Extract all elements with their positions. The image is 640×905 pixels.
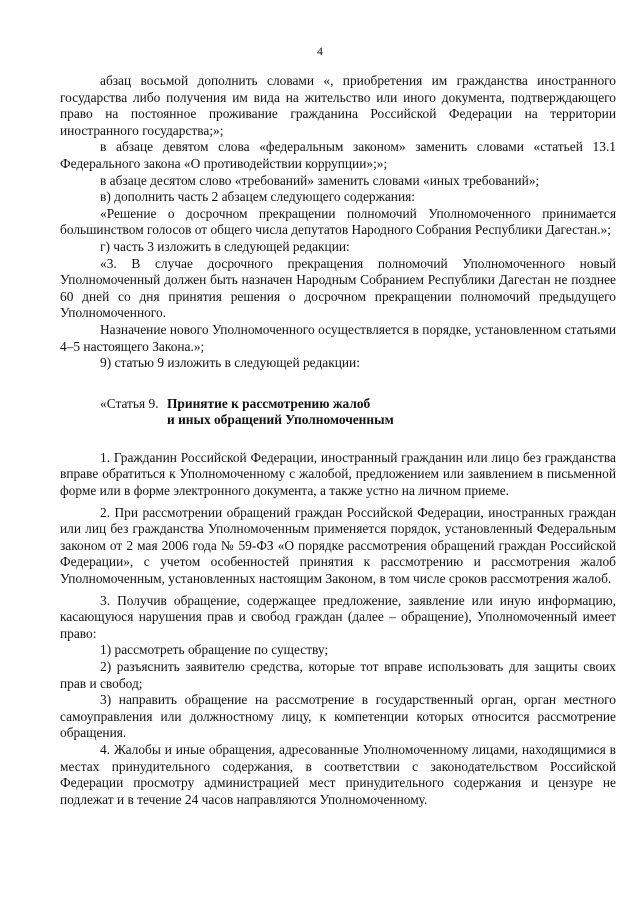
paragraph: 9) статью 9 изложить в следующей редакции: (100, 355, 360, 371)
paragraph: в) дополнить часть 2 абзацем следующего содержания: (100, 189, 416, 205)
article-list-item: 1) рассмотреть обращение по существу; (100, 642, 329, 658)
page-number: 4 (317, 46, 323, 58)
article-paragraph: 1. Гражданин Российской Федерации, иностранный гражданин или лицо без гражданства вправе обратиться к Уполномоченному с жалобой, предложением или заявлением в письменной форме или в форме электронного документа, а также устно на личном приеме. (60, 449, 616, 499)
article-list-item: 3) направить обращение на рассмотрение в государственный орган, орган местного самоуправления или должностному лицу, к компетенции которых относится рассмотрение обращения. (60, 692, 616, 741)
paragraph: «3. В случае досрочного прекращения полномочий Уполномоченного новый Уполномоченный должен быть назначен Народным Собранием Республики Дагестан не позднее 60 дней со дня принятия решения о досрочном прекращении полномочий предыдущего Уполномоченного. (60, 255, 616, 321)
article-list-item: 2) разъяснить заявителю средства, которые тот вправе использовать для защиты своих прав и свобод; (60, 659, 616, 691)
paragraph: абзац восьмой дополнить словами «, приобретения им гражданства иностранного государства либо получения им вида на жительство или иного документа, подтверждающего право на постоянное проживание гражданина Российской Федерации на территории иностранного государства;»; (60, 73, 616, 138)
article-title-line2: и иных обращений Уполномоченным (167, 412, 394, 428)
paragraph: в абзаце десятом слово «требований» заменить словами «иных требований»; (100, 172, 540, 188)
article-paragraph: 3. Получив обращение, содержащее предложение, заявление или иную информацию, касающуюся нарушения прав и свобод граждан (далее – обращение), Уполномоченный имеет право: (60, 592, 616, 641)
article-paragraph: 4. Жалобы и иные обращения, адресованные Уполномоченному лицами, находящимися в местах принудительного содержания, в соответствии с законодательством Российской Федерации просмотру администрацией мест принудительного содержания и цензуре не подлежат и в течение 24 часов направляются Уполномоченному. (60, 741, 616, 807)
document-body (60, 73, 616, 808)
paragraph: «Решение о досрочном прекращении полномочий Уполномоченного принимается большинством голосов от общего числа депутатов Народного Собрания Республики Дагестан.»; (60, 205, 616, 238)
paragraph: в абзаце девятом слова «федеральным законом» заменить словами «статьей 13.1 Федерального закона «О противодействии коррупции»;»; (60, 139, 616, 171)
paragraph: Назначение нового Уполномоченного осуществляется в порядке, установленном статьями 4–5 настоящего Закона.»; (60, 321, 616, 354)
article-title-line1: Принятие к рассмотрению жалоб (167, 395, 371, 411)
article-prefix: «Статья 9. (100, 395, 159, 411)
article-paragraph: 2. При рассмотрении обращений граждан Российской Федерации, иностранных граждан или лиц без гражданства Уполномоченным применяется порядок, установленный Федеральным законом от 2 мая 2006 года № 59-ФЗ «О порядке рассмотрения обращений граждан Российской Федерации», с учетом особенностей принятия к рассмотрению и рассмотрения жалоб Уполномоченным, установленных настоящим Законом, в том числе сроков рассмотрения жалоб. (60, 504, 616, 587)
paragraph: г) часть 3 изложить в следующей редакции: (100, 238, 350, 254)
article-heading (60, 396, 616, 429)
